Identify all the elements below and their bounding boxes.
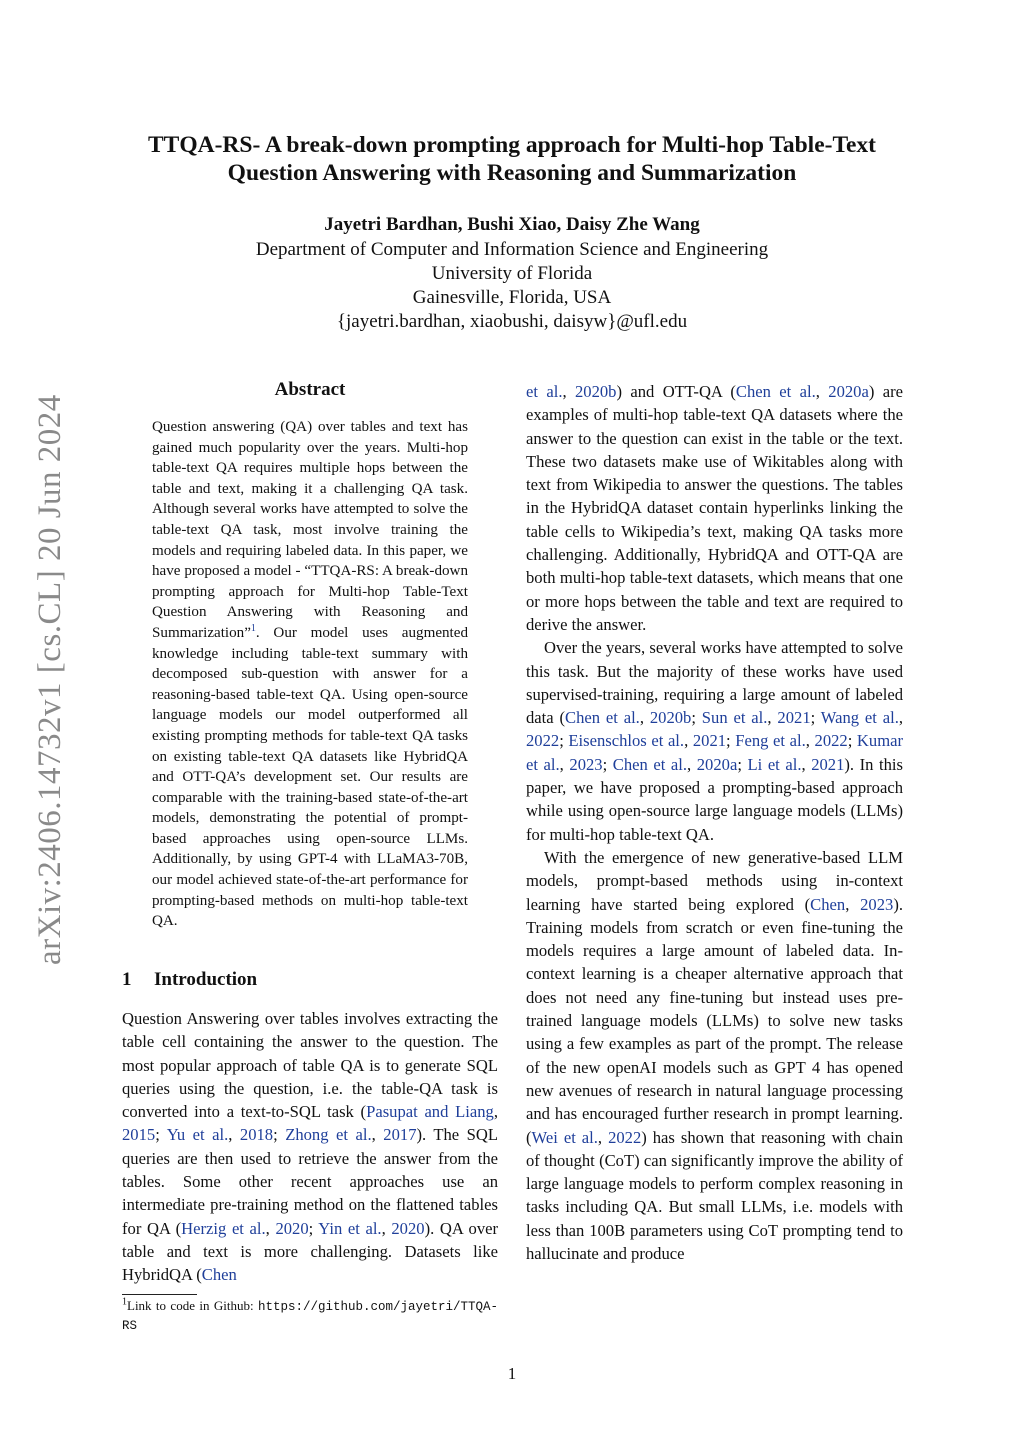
text: ; (691, 708, 702, 728)
citation-link[interactable]: 2023 (860, 894, 894, 914)
citation-link[interactable]: Herzig et al. (181, 1218, 266, 1238)
citation-link[interactable]: Chen et al. (612, 754, 688, 774)
citation-link[interactable]: 2020a (696, 754, 738, 774)
section-title: Introduction (154, 969, 258, 990)
text: , (559, 754, 570, 774)
text: ; (726, 731, 736, 751)
citation-link[interactable]: 2021 (777, 708, 811, 728)
title-line-1: TTQA-RS- A break-down prompting approach for Multi-hop Table-Text (148, 132, 876, 158)
citation-link[interactable]: Sun et al. (701, 708, 768, 728)
footnote-marker[interactable]: 1 (250, 622, 256, 634)
section-number: 1 (122, 969, 132, 990)
location: Gainesville, Florida, USA (412, 287, 612, 308)
footnote-rule (122, 1294, 197, 1295)
text: ). In this paper, we have proposed a prompting-based approach while using open-source large language models (LLMs) for multi-hop table-text QA. (526, 754, 903, 844)
abstract-text-2: . Our model uses augmented knowledge including table-text summary with decomposed sub-question with answer for a reasoning-based table-text QA. Using open-source language models our model outperformed all existing prompting methods for table-text QA tasks on existing table-text QA datasets like HybridQA and OTT-QA’s development set. Our results are comparable with the training-based state-of-the-art models, demonstrating the potential of prompt-based approaches using open-source LLMs. Additionally, by using GPT-4 with LLaMA3-70B, our model achieved state-of-the-art performance for prompting-based methods on multi-hop table-text QA. (152, 624, 468, 930)
text: ; (602, 754, 613, 774)
paper-title (80, 131, 944, 187)
intro-right-paragraph-3 (526, 846, 903, 1265)
text: ). QA over table and text is more challenging. Datasets like HybridQA ( (122, 1218, 499, 1285)
text: , (805, 731, 815, 751)
citation-link[interactable]: 2018 (239, 1125, 274, 1145)
university: University of Florida (431, 263, 593, 284)
text: , (767, 708, 778, 728)
citation-link[interactable]: Yu et al. (166, 1125, 229, 1145)
text: ; (273, 1125, 286, 1145)
text: ; (810, 708, 821, 728)
title-line-2: Question Answering with Reasoning and Summarization (227, 160, 797, 186)
citation-link[interactable]: 2015 (122, 1125, 156, 1145)
citation-link[interactable]: Chen (810, 894, 846, 914)
department: Department of Computer and Information Science and Engineering (255, 239, 769, 260)
citation-link[interactable]: Wang et al. (820, 708, 899, 728)
citation-link[interactable]: Feng et al. (735, 731, 806, 751)
text: , (684, 731, 693, 751)
citation-link[interactable]: 2020 (391, 1218, 425, 1238)
intro-right-paragraph-1 (526, 380, 903, 636)
citation-link[interactable]: Pasupat and Liang (366, 1102, 494, 1122)
text: ). Training models from scratch or even fine-tuning the models requires a large amount of labeled data. In-context learning is a cheaper alternative approach that does not need any fine-tuning but instead uses pre-trained language models (LLMs) to solve new tasks using a few examples as part of the prompt. The release of the new openAI models such as GPT 4 has opened new avenues of research in natural language processing and has encouraged further research in prompt learning. ( (526, 894, 903, 1147)
citation-link[interactable]: Kumar et al. (526, 731, 904, 774)
text: ; (737, 754, 748, 774)
citation-link[interactable]: Chen et al. (735, 382, 816, 401)
footnote-text: Link to code in Github: (127, 1298, 258, 1313)
text: ; (559, 731, 569, 751)
text: , (898, 708, 904, 728)
text: ) has shown that reasoning with chain of thought (CoT) can significantly improve the ability of large language models to perform complex reasoning in tasks including QA. But small LLMs, i.e. models with less than 100B parameters using CoT prompting tend to hallucinate and produce (526, 1127, 903, 1263)
text: , (639, 708, 650, 728)
page-number: 1 (507, 1364, 517, 1383)
intro-left-paragraph (122, 1007, 498, 1287)
text: , (815, 382, 829, 401)
text: , (597, 1127, 609, 1147)
citation-link[interactable]: Eisenschlos et al. (568, 731, 685, 751)
text: , (562, 382, 575, 401)
footnote-number: 1 (122, 1296, 127, 1308)
text: , (845, 894, 861, 914)
citation-link[interactable]: Chen (201, 1265, 237, 1285)
citation-link[interactable]: 2017 (383, 1125, 417, 1145)
github-link[interactable]: https://github.com/jayetri/TTQA-RS (122, 1300, 498, 1333)
citation-link[interactable]: Yin et al. (318, 1218, 382, 1238)
text: ; (308, 1218, 319, 1238)
citation-link[interactable]: 2022 (608, 1127, 642, 1147)
abstract-text-1: Question answering (QA) over tables and text has gained much popularity over the years. Multi-hop table-text QA requires multiple hops between the table and text, making it a challenging QA task. Although several works have attempted to solve the table-text QA task, most involve training the models and requiring labeled data. In this paper, we have proposed a model - “TTQA-RS: A break-down prompting approach for Multi-hop Table-Text Question Answering with Reasoning and Summarization” (152, 419, 468, 641)
citation-link[interactable]: Li et al. (747, 754, 802, 774)
text: , (381, 1218, 392, 1238)
text: , (687, 754, 697, 774)
abstract-heading: Abstract (274, 379, 346, 400)
text: ; (847, 731, 857, 751)
citation-link[interactable]: Wei et al. (531, 1127, 598, 1147)
citation-link[interactable]: Zhong et al. (285, 1125, 372, 1145)
text: , (493, 1102, 498, 1122)
emails: {jayetri.bardhan, xiaobushi, daisyw}@ufl.edu (336, 311, 688, 332)
arxiv-stamp: arXiv:2406.14732v1 [cs.CL] 20 Jun 2024 (32, 394, 68, 965)
citation-link[interactable]: et al. (526, 382, 563, 401)
text: ; (155, 1125, 167, 1145)
affiliation (80, 238, 944, 334)
citation-link[interactable]: 2021 (692, 731, 727, 751)
author-list: Jayetri Bardhan, Bushi Xiao, Daisy Zhe Wang (324, 214, 700, 235)
abstract-body (152, 417, 468, 932)
citation-link[interactable]: 2023 (569, 754, 603, 774)
text: ). The SQL queries are then used to retrieve the answer from the tables. Some other recent approaches use an intermediate pre-training method on the flattened tables for QA ( (122, 1125, 499, 1238)
intro-right-paragraph-2 (526, 636, 903, 846)
citation-link[interactable]: 2022 (814, 731, 848, 751)
citation-link[interactable]: 2021 (811, 754, 845, 774)
section-heading (122, 968, 502, 992)
text: Over the years, several works have attempted to solve this task. But the majority of these works have used supervised-training, requiring a large amount of labeled data ( (526, 638, 903, 728)
citation-link[interactable]: Chen et al. (565, 708, 640, 728)
text: ) are examples of multi-hop table-text QA datasets where the answer to the question can exist in the table or the text. These two datasets make use of Wikitables along with text from Wikipedia to answer the questions. The tables in the HybridQA dataset contain hyperlinks linking the table cells to Wikipedia’s text, making QA tasks more challenging. Additionally, HybridQA and OTT-QA are both multi-hop table-text datasets, which means that one or more hops between the table and text are required to derive the answer. (526, 382, 903, 634)
text: , (228, 1125, 240, 1145)
intro-right-column (526, 380, 903, 1265)
text: , (265, 1218, 276, 1238)
text: ) and OTT-QA ( (616, 382, 736, 401)
citation-link[interactable]: 2020a (828, 382, 869, 401)
footnote (122, 1297, 498, 1335)
text: With the emergence of new generative-based LLM models, prompt-based methods using in-context learning have started being explored ( (526, 847, 903, 914)
citation-link[interactable]: 2022 (526, 731, 560, 751)
text: , (371, 1125, 384, 1145)
citation-link[interactable]: 2020 (275, 1218, 309, 1238)
citation-link[interactable]: 2020b (574, 382, 617, 401)
text: Question Answering over tables involves extracting the table cell containing the answer to the question. The most popular approach of table QA is to generate SQL queries using the question, i.e. the table-QA task is converted into a text-to-SQL task ( (122, 1009, 498, 1122)
text: , (801, 754, 812, 774)
citation-link[interactable]: 2020b (649, 708, 692, 728)
